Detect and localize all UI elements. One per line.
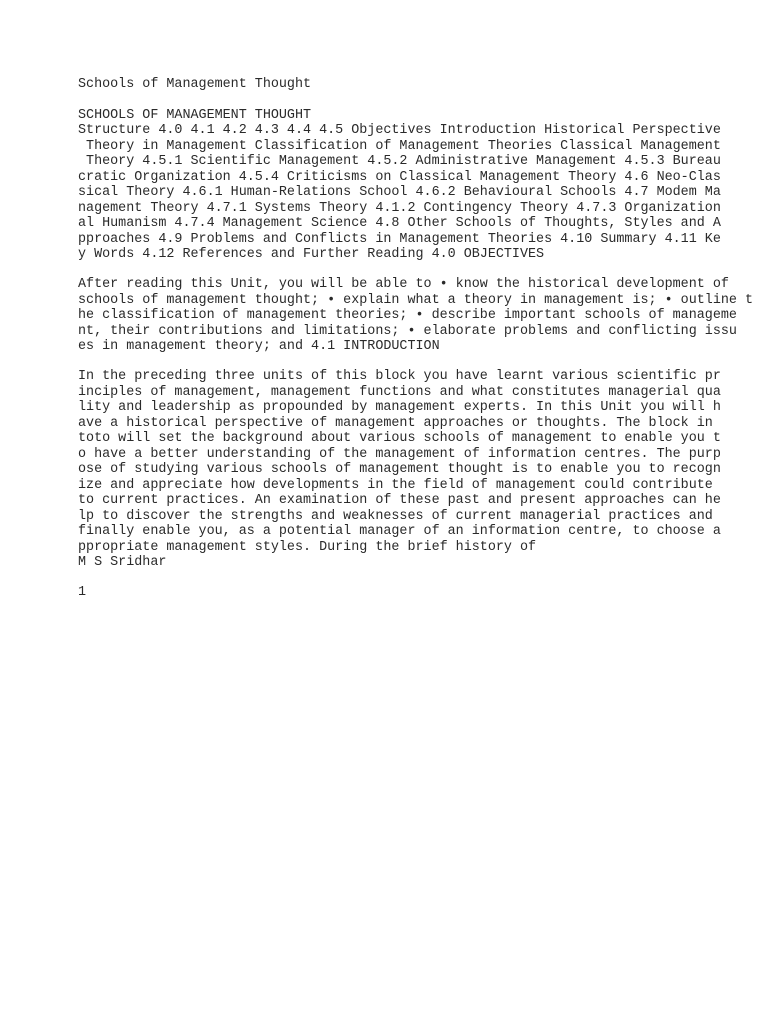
text-line: y Words 4.12 References and Further Reading 4.0 OBJECTIVES — [78, 247, 545, 262]
text-line: lity and leadership as propounded by management experts. In this Unit you will h — [78, 400, 721, 415]
text-line: finally enable you, as a potential manager of an information centre, to choose a — [78, 524, 721, 539]
text-line: he classification of management theories; • describe important schools of manageme — [78, 308, 737, 323]
text-line: inciples of management, management functions and what constitutes managerial qua — [78, 384, 721, 400]
text-line: Theory in Management Classification of Management Theories Classical Management — [78, 138, 721, 154]
page-number: 1 — [78, 585, 87, 600]
text-line: o have a better understanding of the management of information centres. The purp — [78, 446, 721, 462]
text-line: nt, their contributions and limitations; • elaborate problems and conflicting issu — [78, 323, 737, 339]
text-line: sical Theory 4.6.1 Human-Relations School 4.6.2 Behavioural Schools 4.7 Modem Ma — [78, 185, 721, 200]
text-line: lp to discover the strengths and weaknesses of current managerial practices and — [78, 508, 713, 524]
text-line: ave a historical perspective of management approaches or thoughts. The block in — [78, 415, 713, 431]
text-line: pproaches 4.9 Problems and Conflicts in Management Theories 4.10 Summary 4.11 Ke — [78, 231, 721, 247]
author-name: M S Sridhar — [78, 555, 167, 570]
text-line: Structure 4.0 4.1 4.2 4.3 4.4 4.5 Objectives Introduction Historical Perspective — [78, 123, 721, 138]
text-line: es in management theory; and 4.1 INTRODUCTION — [78, 339, 440, 354]
text-line: ose of studying various schools of management thought is to enable you to recogn — [78, 462, 721, 477]
text-line: After reading this Unit, you will be able to • know the historical development of — [78, 277, 729, 292]
text-line: ppropriate management styles. During the brief history of — [78, 539, 537, 555]
text-line: ize and appreciate how developments in the field of management could contribute — [78, 477, 713, 493]
text-line: toto will set the background about various schools of management to enable you t — [78, 431, 721, 446]
section-heading: SCHOOLS OF MANAGEMENT THOUGHT — [78, 108, 312, 123]
text-line: nagement Theory 4.7.1 Systems Theory 4.1.2 Contingency Theory 4.7.3 Organization — [78, 200, 721, 216]
text-line: schools of management thought; • explain what a theory in management is; • outline t — [78, 292, 753, 308]
text-line: cratic Organization 4.5.4 Criticisms on Classical Management Theory 4.6 Neo-Clas — [78, 169, 721, 185]
text-line: al Humanism 4.7.4 Management Science 4.8 Other Schools of Thoughts, Styles and A — [78, 216, 721, 231]
header-title: Schools of Management Thought — [78, 77, 312, 92]
text-line: In the preceding three units of this block you have learnt various scientific pr — [78, 369, 721, 384]
text-line: Theory 4.5.1 Scientific Management 4.5.2 Administrative Management 4.5.3 Bureau — [78, 154, 721, 169]
text-line: to current practices. An examination of these past and present approaches can he — [78, 493, 721, 508]
